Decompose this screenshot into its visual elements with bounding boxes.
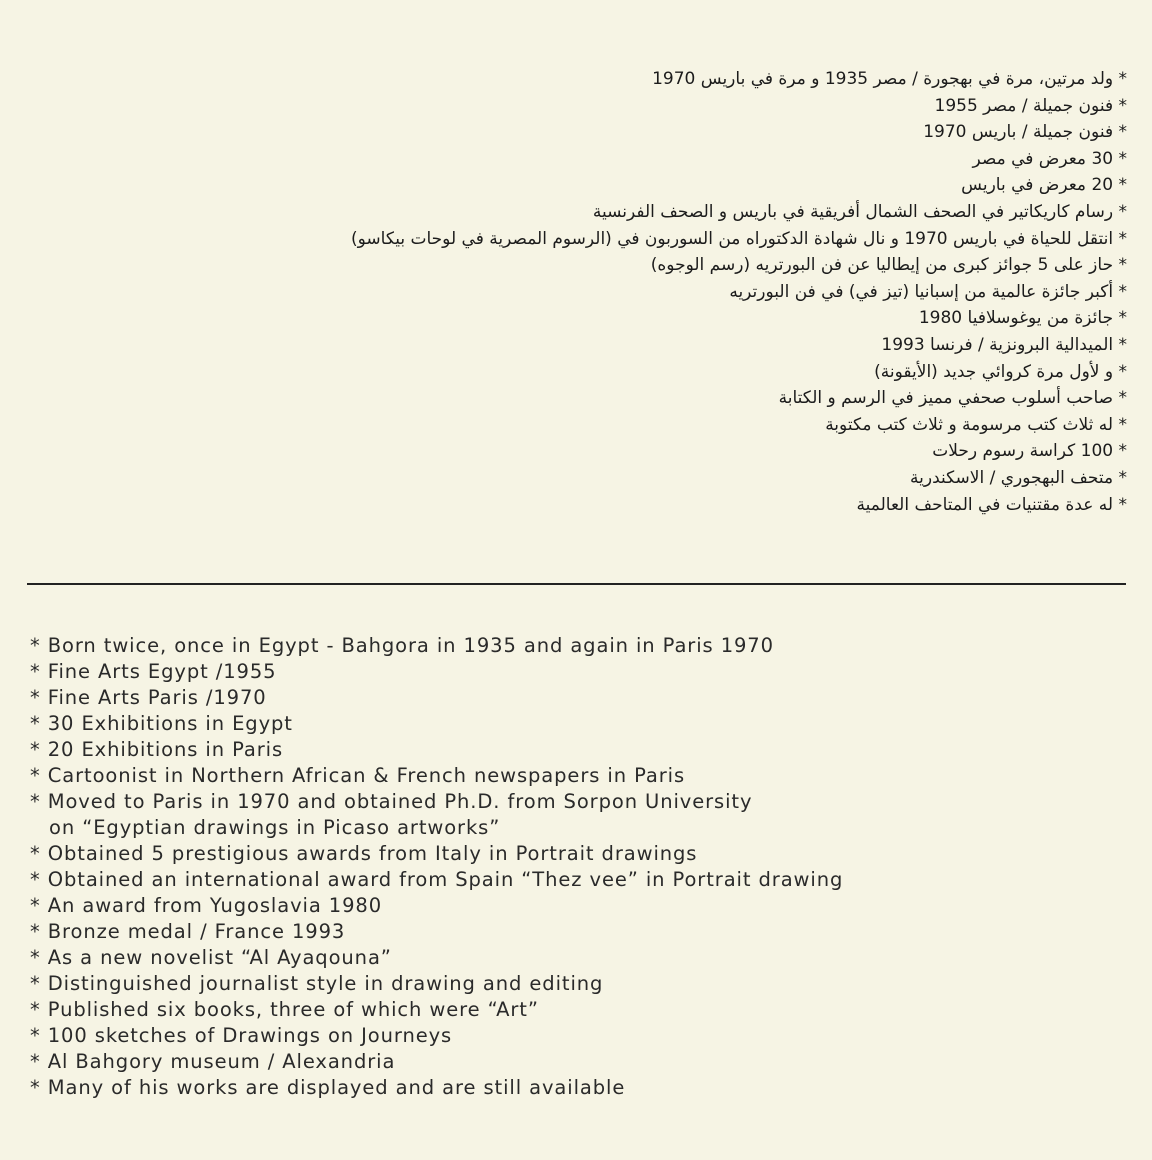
list-item: * حاز على 5 جوائز كبرى من إيطاليا عن فن البورتريه (رسم الوجوه) [650, 255, 1127, 276]
list-item: * ولد مرتين، مرة في بهجورة / مصر 1935 و مرة في باريس 1970 [652, 69, 1127, 89]
list-item: * له ثلاث كتب مرسومة و ثلاث كتب مكتوبة [825, 414, 1127, 435]
english-biography-list [30, 633, 1030, 1101]
section-divider [27, 583, 1126, 585]
list-item: * As a new novelist “Al Ayaqouna” [30, 946, 392, 969]
list-item: * رسام كاريكاتير في الصحف الشمال أفريقية في باريس و الصحف الفرنسية [592, 201, 1127, 222]
list-item: * أكبر جائزة عالمية من إسبانيا (تيز في) في فن البورتريه [729, 281, 1127, 302]
list-item: * 20 معرض في باريس [961, 175, 1127, 196]
list-item: * جائزة من يوغوسلافيا 1980 [918, 308, 1127, 329]
list-item: * صاحب أسلوب صحفي مميز في الرسم و الكتابة [778, 388, 1127, 409]
list-item: * له عدة مقتنيات في المتاحف العالمية [856, 494, 1127, 515]
list-item: * Many of his works are displayed and are still available [30, 1076, 626, 1099]
list-item: * Fine Arts Egypt /1955 [30, 660, 277, 683]
list-item: * انتقل للحياة في باريس 1970 و نال شهادة الدكتوراه من السوربون في (الرسوم المصرية في لوحات بيكاسو) [350, 228, 1127, 249]
list-item: * 30 معرض في مصر [972, 148, 1127, 169]
list-item: * Obtained an international award from Spain “Thez vee” in Portrait drawing [30, 868, 844, 891]
list-item: * Born twice, once in Egypt - Bahgora in 1935 and again in Paris 1970 [30, 634, 774, 657]
list-item: * Moved to Paris in 1970 and obtained Ph.D. from Sorpon University [30, 790, 753, 813]
list-item: * فنون جميلة / باريس 1970 [923, 122, 1127, 143]
list-item: * فنون جميلة / مصر 1955 [934, 95, 1127, 116]
list-item-continuation: on “Egyptian drawings in Picaso artworks” [49, 816, 501, 839]
list-item: * Cartoonist in Northern African & French newspapers in Paris [30, 764, 686, 787]
list-item: * Obtained 5 prestigious awards from Italy in Portrait drawings [30, 842, 698, 865]
list-item: * Fine Arts Paris /1970 [30, 686, 267, 709]
list-item: * 100 كراسة رسوم رحلات [932, 441, 1127, 462]
list-item: * Al Bahgory museum / Alexandria [30, 1050, 396, 1073]
list-item: * و لأول مرة كروائي جديد (الأيقونة) [874, 361, 1127, 382]
list-item: * An award from Yugoslavia 1980 [30, 894, 383, 917]
list-item: * 100 sketches of Drawings on Journeys [30, 1024, 453, 1047]
list-item: * 30 Exhibitions in Egypt [30, 712, 293, 735]
list-item: * 20 Exhibitions in Paris [30, 738, 284, 761]
list-item: * متحف البهجوري / الاسكندرية [910, 467, 1127, 488]
list-item: * الميدالية البرونزية / فرنسا 1993 [881, 334, 1127, 355]
list-item: * Published six books, three of which were “Art” [30, 998, 539, 1021]
arabic-biography-list [227, 66, 1127, 518]
list-item: * Distinguished journalist style in drawing and editing [30, 972, 604, 995]
list-item: * Bronze medal / France 1993 [30, 920, 346, 943]
